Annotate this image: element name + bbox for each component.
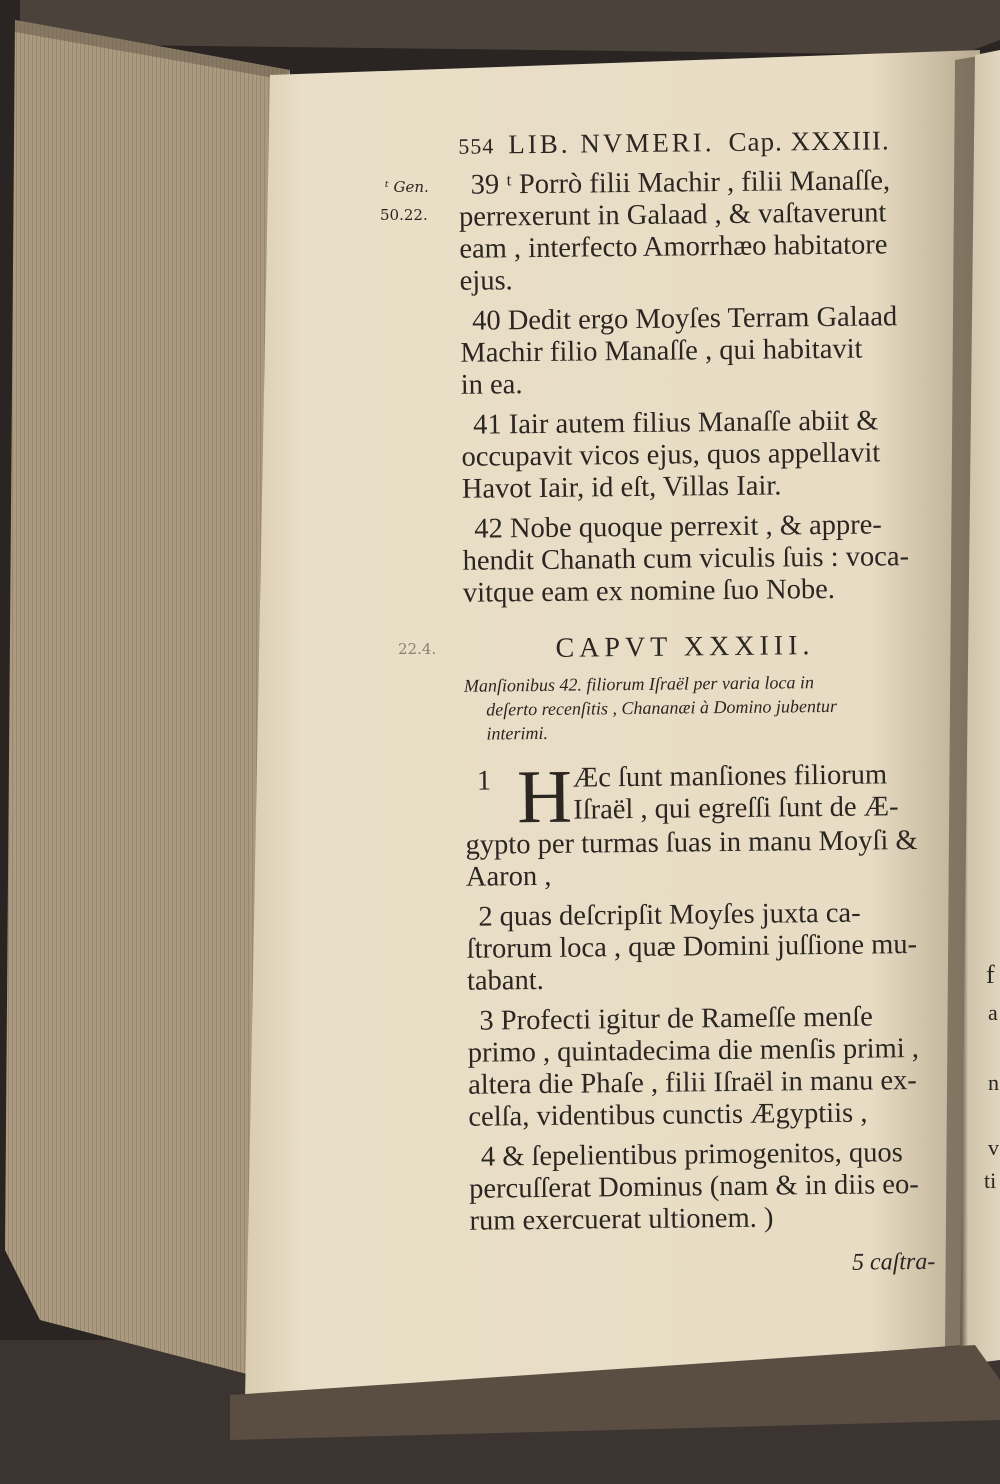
chapter-ref: Cap. XXXIII.	[728, 125, 890, 157]
text-line: 40 Dedit ergo Moyſes Terram Galaad	[471, 301, 898, 337]
text-line: Iſraël , qui egreſſi ſunt de Æ-	[573, 791, 899, 826]
text-line: in ea.	[460, 369, 523, 401]
chapter-summary-line: deſerto recenſitis , Chananæi à Domino jubentur	[486, 695, 838, 720]
text-line: gypto per turmas ſuas in manu Moyſi &	[465, 825, 918, 861]
text-line: vitque eam ex nomine ſuo Nobe.	[462, 573, 836, 609]
facing-fragment: f	[986, 960, 995, 989]
text-line: 2 quas deſcripſit Moyſes juxta ca-	[478, 897, 861, 933]
text-line: 4 & ſepelientibus primogenitos, quos	[480, 1137, 903, 1173]
facing-fragment: ti	[984, 1168, 997, 1193]
text-line: rum exercuerat ultionem. )	[469, 1202, 774, 1237]
verse-number: 1	[476, 765, 492, 797]
chapter-summary-line: interimi.	[486, 722, 549, 744]
margin-note-ref: 22.4.	[398, 640, 437, 658]
page-number: 554	[458, 133, 495, 159]
text-line: occupavit vicos ejus, quos appellavit	[461, 437, 881, 473]
text-line: Æc ſunt manſiones filiorum	[572, 759, 888, 794]
running-header	[458, 125, 890, 161]
fore-edge-stack	[5, 20, 290, 1380]
text-line: hendit Chanath cum viculis ſuis : voca-	[462, 541, 910, 577]
text-line: 42 Nobe quoque perrexit , & appre-	[474, 509, 883, 545]
margin-note-cont: 50.22.	[380, 206, 428, 224]
drop-cap: H	[516, 754, 573, 840]
facing-fragment: a	[988, 1000, 998, 1025]
facing-fragment: v	[988, 1135, 999, 1160]
text-line: 39 ᵗ Porrò filii Machir , filii Manaſſe,	[470, 165, 891, 201]
text-line: 3 Profecti igitur de Rameſſe menſe	[479, 1001, 873, 1037]
book-title: LIB. NVMERI.	[508, 127, 715, 160]
page-text	[440, 114, 993, 1320]
text-line: Aaron ,	[465, 860, 552, 893]
text-line: perrexerunt in Galaad , & vaſtaverunt	[458, 197, 887, 233]
chapter-summary-line: Manſionibus 42. filiorum Iſraël per varia loca in	[463, 672, 814, 696]
text-line: altera die Phaſe , filii Iſraël in manu ex-	[467, 1065, 917, 1101]
text-line: ejus.	[459, 265, 513, 297]
text-line: 41 Iair autem filius Manaſſe abiit &	[473, 405, 879, 441]
chapter-title: CAPVT XXXIII.	[555, 630, 815, 664]
text-line: primo , quintadecima die menſis primi ,	[467, 1033, 920, 1069]
margin-note-ref: ᵗ Gen.	[385, 178, 429, 196]
text-line: ſtrorum loca , quæ Domini juſſione mu-	[466, 929, 918, 965]
text-line: percuſſerat Dominus (nam & in diis eo-	[469, 1169, 919, 1205]
text-line: Machir filio Manaſſe , qui habitavit	[460, 333, 863, 369]
text-line: Havot Iair, id eſt, Villas Iair.	[461, 470, 782, 505]
text-line: tabant.	[466, 964, 544, 997]
text-line: celſa, videntibus cunctis Ægyptiis ,	[468, 1097, 868, 1133]
facing-fragment: n	[988, 1070, 999, 1095]
catchword: 5 caſtra-	[851, 1248, 936, 1276]
text-line: eam , interfecto Amorrhæo habitatore	[459, 229, 888, 265]
